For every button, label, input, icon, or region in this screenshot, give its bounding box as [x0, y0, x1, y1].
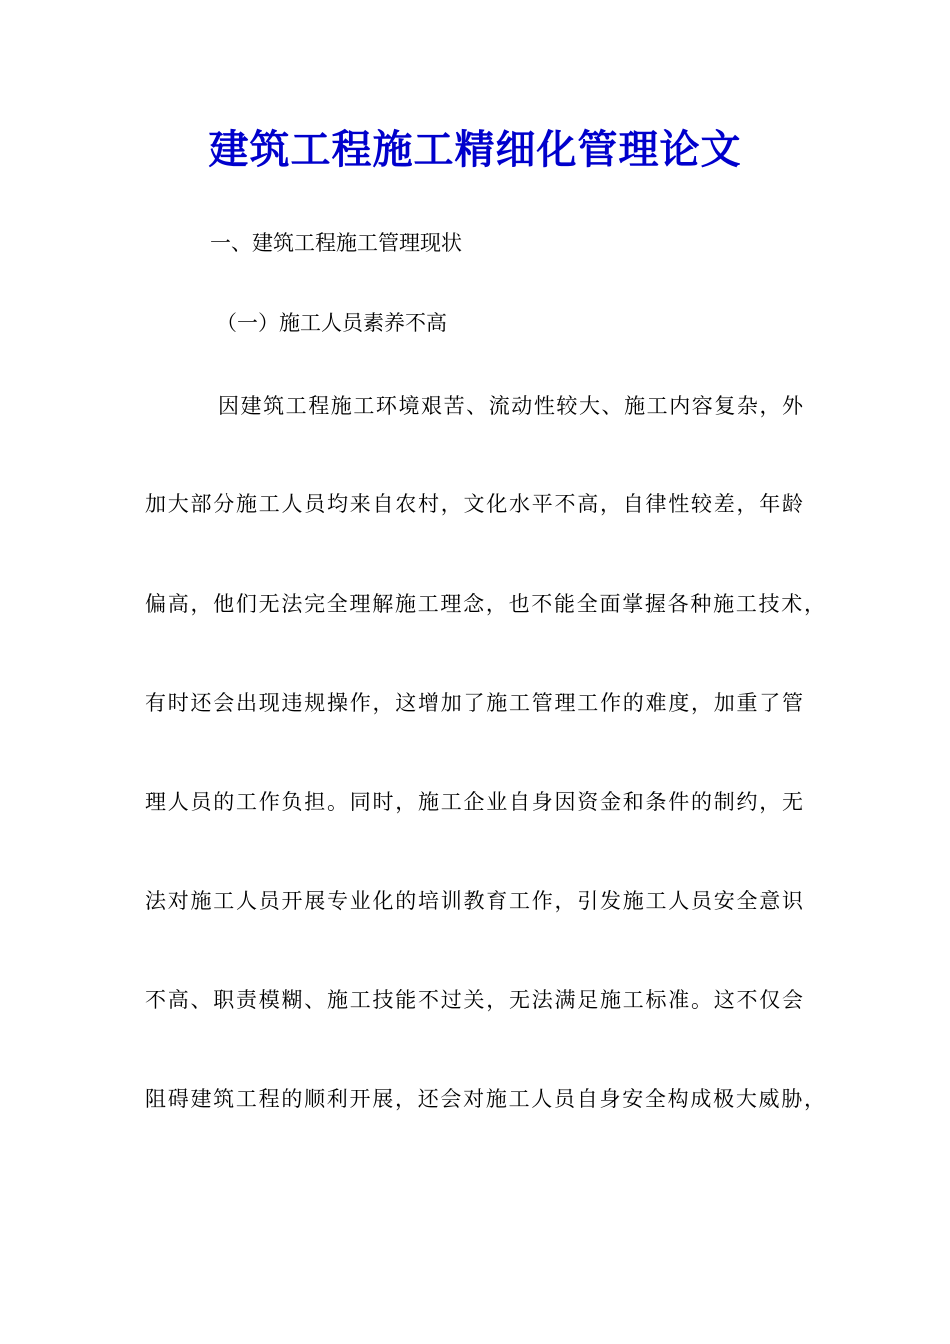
paragraph-line: 理人员的工作负担。同时，施工企业自身因资金和条件的制约，无 [145, 790, 803, 814]
subsection-heading: （一）施工人员素养不高 [216, 311, 447, 335]
paragraph-line: 加大部分施工人员均来自农村，文化水平不高，自律性较差，年龄 [145, 492, 803, 516]
paragraph-line: 因建筑工程施工环境艰苦、流动性较大、施工内容复杂，外 [218, 394, 803, 418]
section-heading: 一、建筑工程施工管理现状 [210, 231, 462, 255]
paragraph-line: 偏高，他们无法完全理解施工理念，也不能全面掌握各种施工技术， [145, 592, 825, 616]
document-title: 建筑工程施工精细化管理论文 [208, 126, 742, 173]
paragraph-line: 不高、职责模糊、施工技能不过关，无法满足施工标准。这不仅会 [145, 988, 803, 1012]
paragraph-line: 有时还会出现违规操作，这增加了施工管理工作的难度，加重了管 [145, 691, 803, 715]
paragraph-line: 法对施工人员开展专业化的培训教育工作，引发施工人员安全意识 [145, 889, 803, 913]
paragraph-line: 阻碍建筑工程的顺利开展，还会对施工人员自身安全构成极大威胁， [145, 1087, 825, 1111]
